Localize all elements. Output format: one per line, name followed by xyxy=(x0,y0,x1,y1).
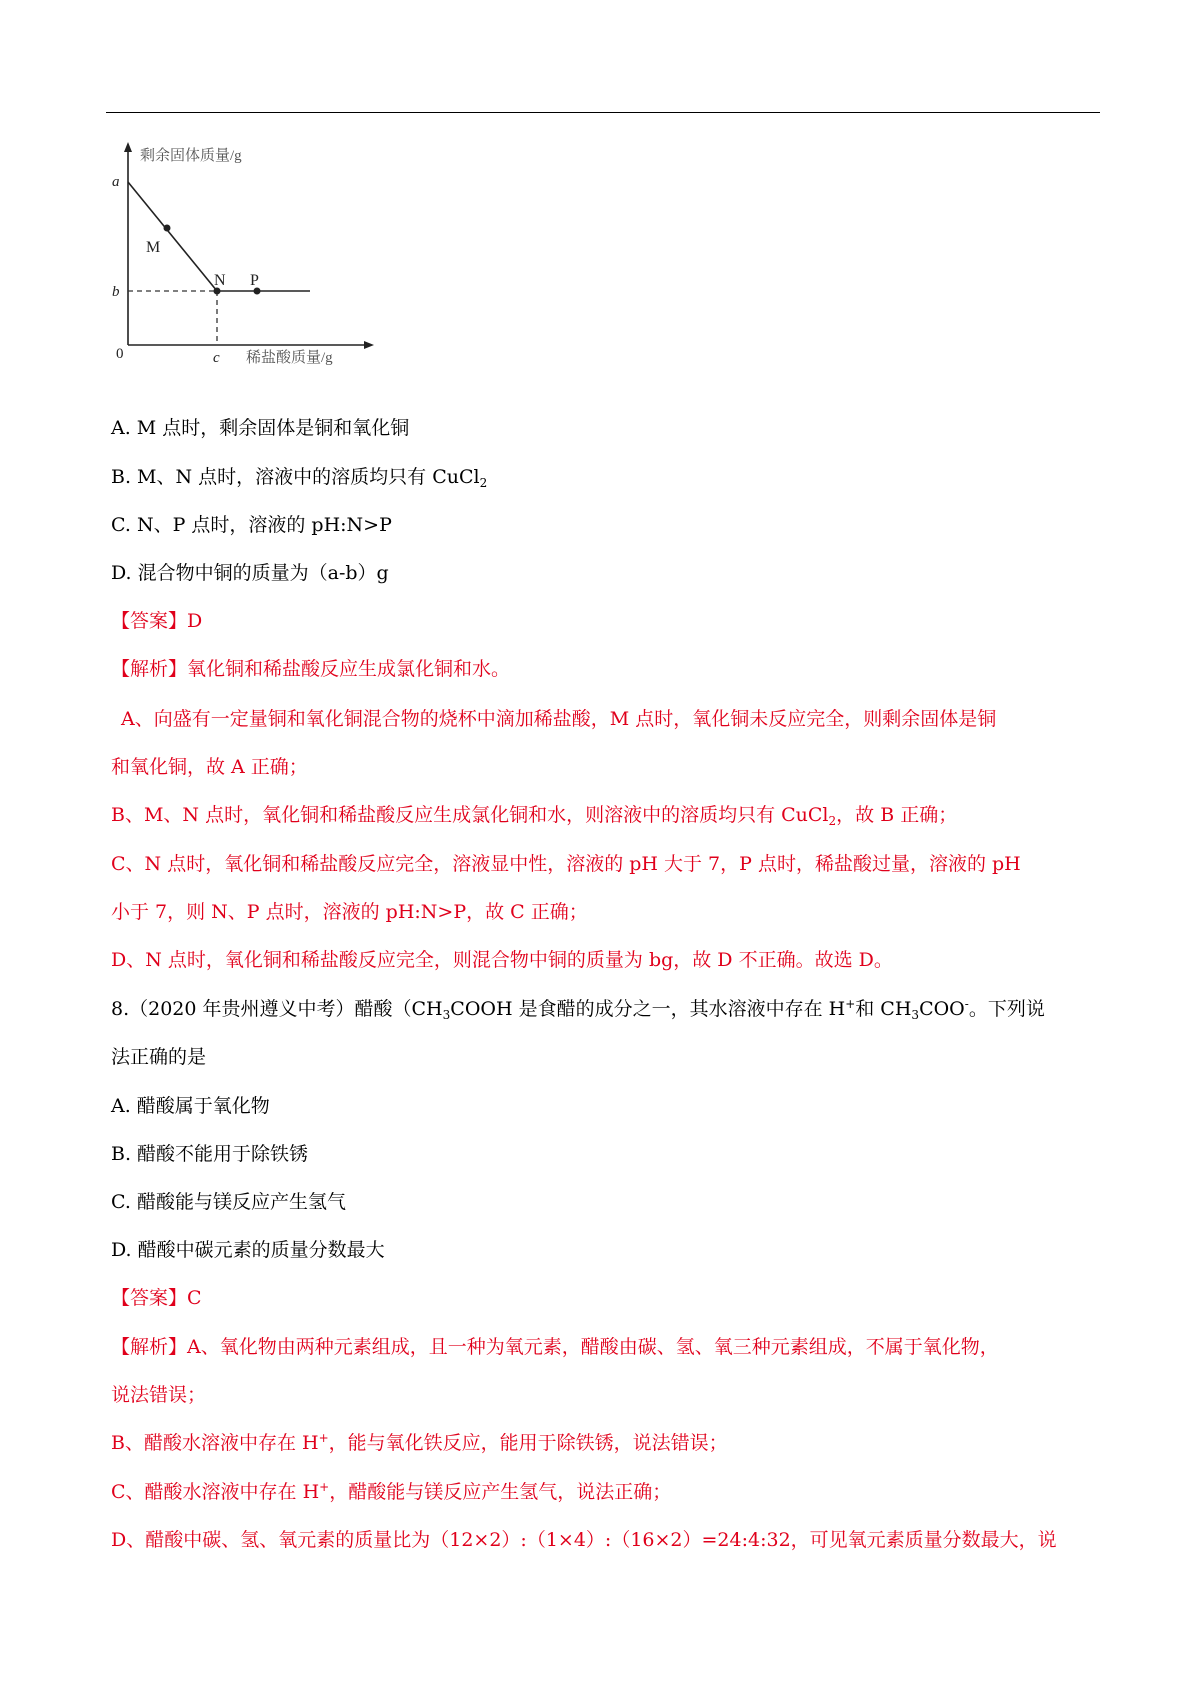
q7-explanation-c2: 小于 7，则 N、P 点时，溶液的 pH:N>P，故 C 正确； xyxy=(111,901,588,923)
q8-option-a: A. 醋酸属于氧化物 xyxy=(111,1095,270,1117)
point-M xyxy=(164,225,171,232)
q8-option-b: B. 醋酸不能用于除铁锈 xyxy=(111,1143,309,1165)
q7-explanation-d: D、N 点时，氧化铜和稀盐酸反应完全，则混合物中铜的质量为 bg，故 D 不正确。故选 D。 xyxy=(111,949,893,971)
q7-explanation-intro: 【解析】氧化铜和稀盐酸反应生成氯化铜和水。 xyxy=(111,658,511,680)
q7-option-a: A. M 点时，剩余固体是铜和氧化铜 xyxy=(111,417,410,439)
q8-explanation-d: D、醋酸中碳、氢、氧元素的质量比为（12×2）:（1×4）:（16×2）=24:4:32，可见氧元素质量分数最大，说 xyxy=(111,1529,1057,1551)
label-b: b xyxy=(112,284,120,300)
curve-decline xyxy=(128,182,217,291)
q8-explanation-c: C、醋酸水溶液中存在 H+，醋酸能与镁反应产生氢气，说法正确； xyxy=(111,1480,672,1503)
q7-explanation-b: B、M、N 点时，氧化铜和稀盐酸反应生成氯化铜和水，则溶液中的溶质均只有 CuCl$_2$，故 B 正确； xyxy=(111,804,958,828)
label-M: M xyxy=(146,239,161,256)
y-axis-label: 剩余固体质量/g xyxy=(140,148,242,164)
q8-explanation-b: B、醋酸水溶液中存在 H+，能与氧化铁反应，能用于除铁锈，说法错误； xyxy=(111,1431,728,1454)
q8-stem-line1: 8.（2020 年贵州遵义中考）醋酸（$CH_3COOH$ 是食醋的成分之一，其水溶液中存在 H+和 $CH_3COO^-$。下列说 xyxy=(111,997,1045,1022)
q8-option-c: C. 醋酸能与镁反应产生氢气 xyxy=(111,1191,346,1213)
q8-answer: 【答案】C xyxy=(111,1287,202,1309)
label-P: P xyxy=(250,272,259,289)
header-rule xyxy=(106,112,1100,113)
x-axis-arrow xyxy=(364,341,374,349)
q7-answer: 【答案】D xyxy=(111,610,203,632)
label-N: N xyxy=(214,272,226,289)
label-a: a xyxy=(112,174,120,190)
y-axis-arrow xyxy=(124,142,132,152)
q7-option-b: B. M、N 点时，溶液中的溶质均只有 CuCl$_2$ xyxy=(111,466,488,490)
mass-graph xyxy=(110,140,420,400)
q7-explanation-c1: C、N 点时，氧化铜和稀盐酸反应完全，溶液显中性，溶液的 pH 大于 7，P 点时，稀盐酸过量，溶液的 pH xyxy=(111,853,1021,875)
x-axis-label: 稀盐酸质量/g xyxy=(246,350,333,366)
q8-explanation-a1: 【解析】A、氧化物由两种元素组成，且一种为氧元素，醋酸由碳、氢、氧三种元素组成，不属于氧化物， xyxy=(111,1336,999,1358)
q7-option-d: D. 混合物中铜的质量为（a-b）g xyxy=(111,562,389,584)
label-c: c xyxy=(213,350,220,366)
label-origin: 0 xyxy=(116,346,124,362)
q7-option-c: C. N、P 点时，溶液的 pH:N>P xyxy=(111,514,392,536)
q7-explanation-a2: 和氧化铜，故 A 正确； xyxy=(111,756,308,778)
q7-explanation-a1: A、向盛有一定量铜和氧化铜混合物的烧杯中滴加稀盐酸，M 点时，氧化铜未反应完全，则剩余固体是铜 xyxy=(121,708,997,730)
q8-explanation-a2: 说法错误； xyxy=(111,1384,207,1406)
q8-option-d: D. 醋酸中碳元素的质量分数最大 xyxy=(111,1239,385,1261)
q8-stem-line2: 法正确的是 xyxy=(111,1046,207,1068)
